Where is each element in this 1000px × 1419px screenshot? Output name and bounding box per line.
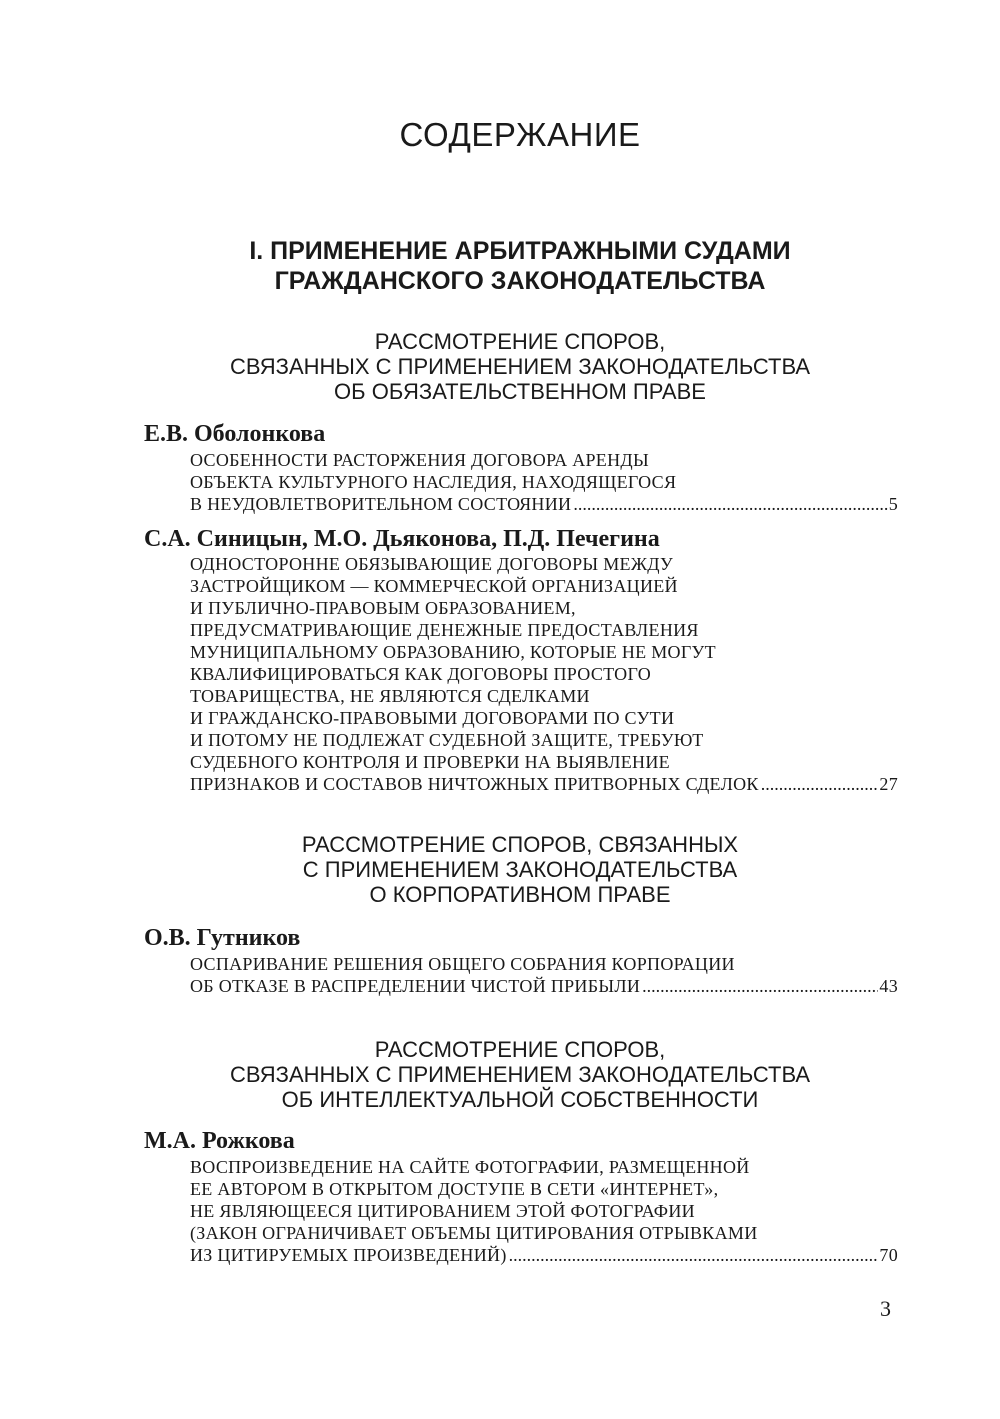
toc-entry[interactable] [190, 553, 898, 795]
entry-title-line: ПРИЗНАКОВ И СОСТАВОВ НИЧТОЖНЫХ ПРИТВОРНЫХ СДЕЛОК [190, 774, 759, 794]
dot-leader [573, 493, 887, 515]
dot-leader [642, 975, 878, 997]
entry-page-number: 70 [879, 1245, 898, 1265]
section-title-obligations [0, 329, 1000, 404]
entry-title-line: ЕЕ АВТОРОМ В ОТКРЫТОМ ДОСТУПЕ В СЕТИ «ИНТЕРНЕТ», [190, 1179, 719, 1199]
entry-page-number: 27 [879, 774, 898, 794]
dot-leader [509, 1244, 879, 1266]
section-title-line: СВЯЗАННЫХ С ПРИМЕНЕНИЕМ ЗАКОНОДАТЕЛЬСТВА [229, 354, 811, 379]
entry-author: О.В. Гутников [144, 925, 301, 951]
part-title [0, 236, 1000, 296]
entry-last-line [190, 773, 898, 795]
toc-entry[interactable] [190, 953, 898, 997]
toc-entry[interactable] [190, 1156, 898, 1266]
entry-title-line: ОСПАРИВАНИЕ РЕШЕНИЯ ОБЩЕГО СОБРАНИЯ КОРПОРАЦИИ [190, 954, 735, 974]
entry-title-line: МУНИЦИПАЛЬНОМУ ОБРАЗОВАНИЮ, КОТОРЫЕ НЕ МОГУТ [190, 642, 716, 662]
entry-title-line: В НЕУДОВЛЕТВОРИТЕЛЬНОМ СОСТОЯНИИ [190, 494, 572, 514]
entry-title-line: КВАЛИФИЦИРОВАТЬСЯ КАК ДОГОВОРЫ ПРОСТОГО [190, 664, 652, 684]
entry-title-line: И ПУБЛИЧНО-ПРАВОВЫМ ОБРАЗОВАНИЕМ, [190, 598, 576, 618]
entry-title-line: СУДЕБНОГО КОНТРОЛЯ И ПРОВЕРКИ НА ВЫЯВЛЕНИЕ [190, 752, 670, 772]
entry-title-line: ИЗ ЦИТИРУЕМЫХ ПРОИЗВЕДЕНИЙ) [190, 1245, 507, 1265]
section-title-line: О КОРПОРАТИВНОМ ПРАВЕ [369, 882, 671, 907]
section-title-corporate [0, 832, 1000, 907]
entry-title-line: И ГРАЖДАНСКО-ПРАВОВЫМИ ДОГОВОРАМИ ПО СУТИ [190, 708, 675, 728]
section-title-intellectual-property [0, 1037, 1000, 1112]
entry-title-line: ВОСПРОИЗВЕДЕНИЕ НА САЙТЕ ФОТОГРАФИИ, РАЗМЕЩЕННОЙ [190, 1157, 750, 1177]
entry-page-number: 43 [879, 976, 898, 996]
entry-title-line: ОДНОСТОРОННЕ ОБЯЗЫВАЮЩИЕ ДОГОВОРЫ МЕЖДУ [190, 554, 674, 574]
entry-author: Е.В. Оболонкова [144, 421, 326, 447]
section-title-line: РАССМОТРЕНИЕ СПОРОВ, СВЯЗАННЫХ [301, 832, 739, 857]
entry-author: М.А. Рожкова [144, 1128, 295, 1154]
entry-title-line: ПРЕДУСМАТРИВАЮЩИЕ ДЕНЕЖНЫЕ ПРЕДОСТАВЛЕНИЯ [190, 620, 699, 640]
entry-title-line: ОБЪЕКТА КУЛЬТУРНОГО НАСЛЕДИЯ, НАХОДЯЩЕГОСЯ [190, 472, 677, 492]
entry-title-line: ОБ ОТКАЗЕ В РАСПРЕДЕЛЕНИИ ЧИСТОЙ ПРИБЫЛИ [190, 976, 641, 996]
page-number: 3 [880, 1296, 891, 1321]
entry-title-line: НЕ ЯВЛЯЮЩЕЕСЯ ЦИТИРОВАНИЕМ ЭТОЙ ФОТОГРАФИИ [190, 1201, 695, 1221]
section-title-line: РАССМОТРЕНИЕ СПОРОВ, [374, 1037, 666, 1062]
section-title-line: ОБ ИНТЕЛЛЕКТУАЛЬНОЙ СОБСТВЕННОСТИ [281, 1087, 759, 1112]
entry-last-line [190, 975, 898, 997]
entry-page-number: 5 [888, 494, 898, 514]
entry-title-line: (ЗАКОН ОГРАНИЧИВАЕТ ОБЪЕМЫ ЦИТИРОВАНИЯ ОТРЫВКАМИ [190, 1223, 758, 1243]
section-title-line: С ПРИМЕНЕНИЕМ ЗАКОНОДАТЕЛЬСТВА [302, 857, 738, 882]
section-title-line: СВЯЗАННЫХ С ПРИМЕНЕНИЕМ ЗАКОНОДАТЕЛЬСТВА [229, 1062, 811, 1087]
entry-title-line: И ПОТОМУ НЕ ПОДЛЕЖАТ СУДЕБНОЙ ЗАЩИТЕ, ТРЕБУЮТ [190, 730, 704, 750]
section-title-line: РАССМОТРЕНИЕ СПОРОВ, [374, 329, 666, 354]
part-title-line: ГРАЖДАНСКОГО ЗАКОНОДАТЕЛЬСТВА [274, 267, 766, 295]
entry-author: С.А. Синицын, М.О. Дьяконова, П.Д. Печегина [144, 526, 660, 552]
entry-last-line [190, 493, 898, 515]
entry-last-line [190, 1244, 898, 1266]
section-title-line: ОБ ОБЯЗАТЕЛЬСТВЕННОМ ПРАВЕ [334, 379, 706, 404]
entry-title-line: ОСОБЕННОСТИ РАСТОРЖЕНИЯ ДОГОВОРА АРЕНДЫ [190, 450, 649, 470]
entry-title-line: ЗАСТРОЙЩИКОМ — КОММЕРЧЕСКОЙ ОРГАНИЗАЦИЕЙ [190, 576, 678, 596]
dot-leader [761, 773, 879, 795]
part-title-line: I. ПРИМЕНЕНИЕ АРБИТРАЖНЫМИ СУДАМИ [249, 237, 791, 265]
page-title: СОДЕРЖАНИЕ [399, 116, 641, 153]
toc-entry[interactable] [190, 449, 898, 515]
entry-title-line: ТОВАРИЩЕСТВА, НЕ ЯВЛЯЮТСЯ СДЕЛКАМИ [190, 686, 590, 706]
